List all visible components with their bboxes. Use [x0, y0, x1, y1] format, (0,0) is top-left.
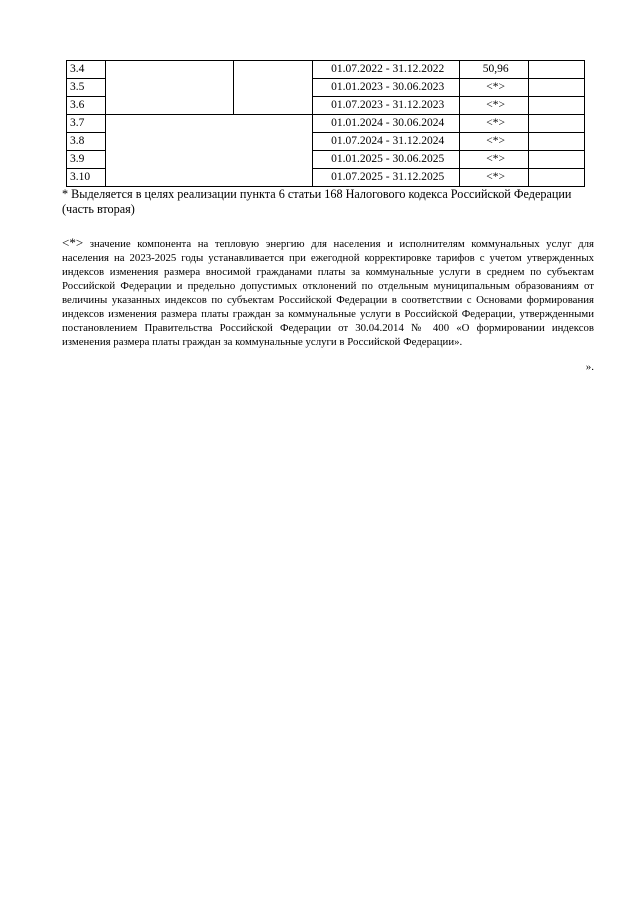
empty-cell	[528, 61, 584, 79]
period-cell: 01.01.2023 - 30.06.2023	[313, 79, 460, 97]
period-cell: 01.07.2025 - 31.12.2025	[313, 169, 460, 187]
row-number: 3.4	[67, 61, 106, 79]
period-cell: 01.01.2024 - 30.06.2024	[313, 115, 460, 133]
tax-footnote: * Выделяется в целях реализации пункта 6 статьи 168 Налогового кодекса Российской Федерации (часть вторая)	[62, 187, 572, 216]
row-number: 3.5	[67, 79, 106, 97]
tariff-value: <*>	[460, 151, 529, 169]
row-number: 3.7	[67, 115, 106, 133]
note-text: значение компонента на тепловую энергию для населения и исполнителям коммунальных услуг для населения на 2023-2025 годы устанавливается при ежегодной корректировке тарифов с учетом утвержденных индексов изменения размера вносимой гражданами платы за коммунальные услуги в среднем по субъектам Российской Федерации и предельно допустимых отклонений по отдельным муниципальным образованиям от величины указанных индексов по субъектам Российской Федерации в соответствии с Основами формирования индексов изменения размера платы граждан за коммунальные услуги в Российской Федерации, утвержденными постановлением Правительства Российской Федерации от 30.04.2014 № 400 «О формировании индексов изменения размера платы граждан за коммунальные услуги в Российской Федерации».	[62, 238, 594, 348]
merged-empty-cell	[106, 115, 313, 187]
note-mark: <*>	[62, 235, 84, 250]
period-cell: 01.01.2025 - 30.06.2025	[313, 151, 460, 169]
row-number: 3.9	[67, 151, 106, 169]
period-cell: 01.07.2022 - 31.12.2022	[313, 61, 460, 79]
tariff-value: <*>	[460, 169, 529, 187]
period-cell: 01.07.2023 - 31.12.2023	[313, 97, 460, 115]
merged-empty-cell	[106, 61, 234, 115]
table-row	[67, 61, 585, 79]
tariff-value: <*>	[460, 115, 529, 133]
empty-cell	[528, 115, 584, 133]
tariff-value: <*>	[460, 133, 529, 151]
merged-empty-cell	[234, 61, 313, 115]
empty-cell	[528, 97, 584, 115]
tariff-value: <*>	[460, 97, 529, 115]
tariff-value: 50,96	[460, 61, 529, 79]
empty-cell	[528, 79, 584, 97]
row-number: 3.6	[67, 97, 106, 115]
empty-cell	[528, 133, 584, 151]
row-number: 3.8	[67, 133, 106, 151]
empty-cell	[528, 151, 584, 169]
tariff-value: <*>	[460, 79, 529, 97]
table-row	[67, 115, 585, 133]
row-number: 3.10	[67, 169, 106, 187]
tariff-note	[62, 236, 594, 349]
tariff-table	[66, 60, 585, 187]
empty-cell	[528, 169, 584, 187]
period-cell: 01.07.2024 - 31.12.2024	[313, 133, 460, 151]
closing-quote: ».	[585, 361, 594, 373]
